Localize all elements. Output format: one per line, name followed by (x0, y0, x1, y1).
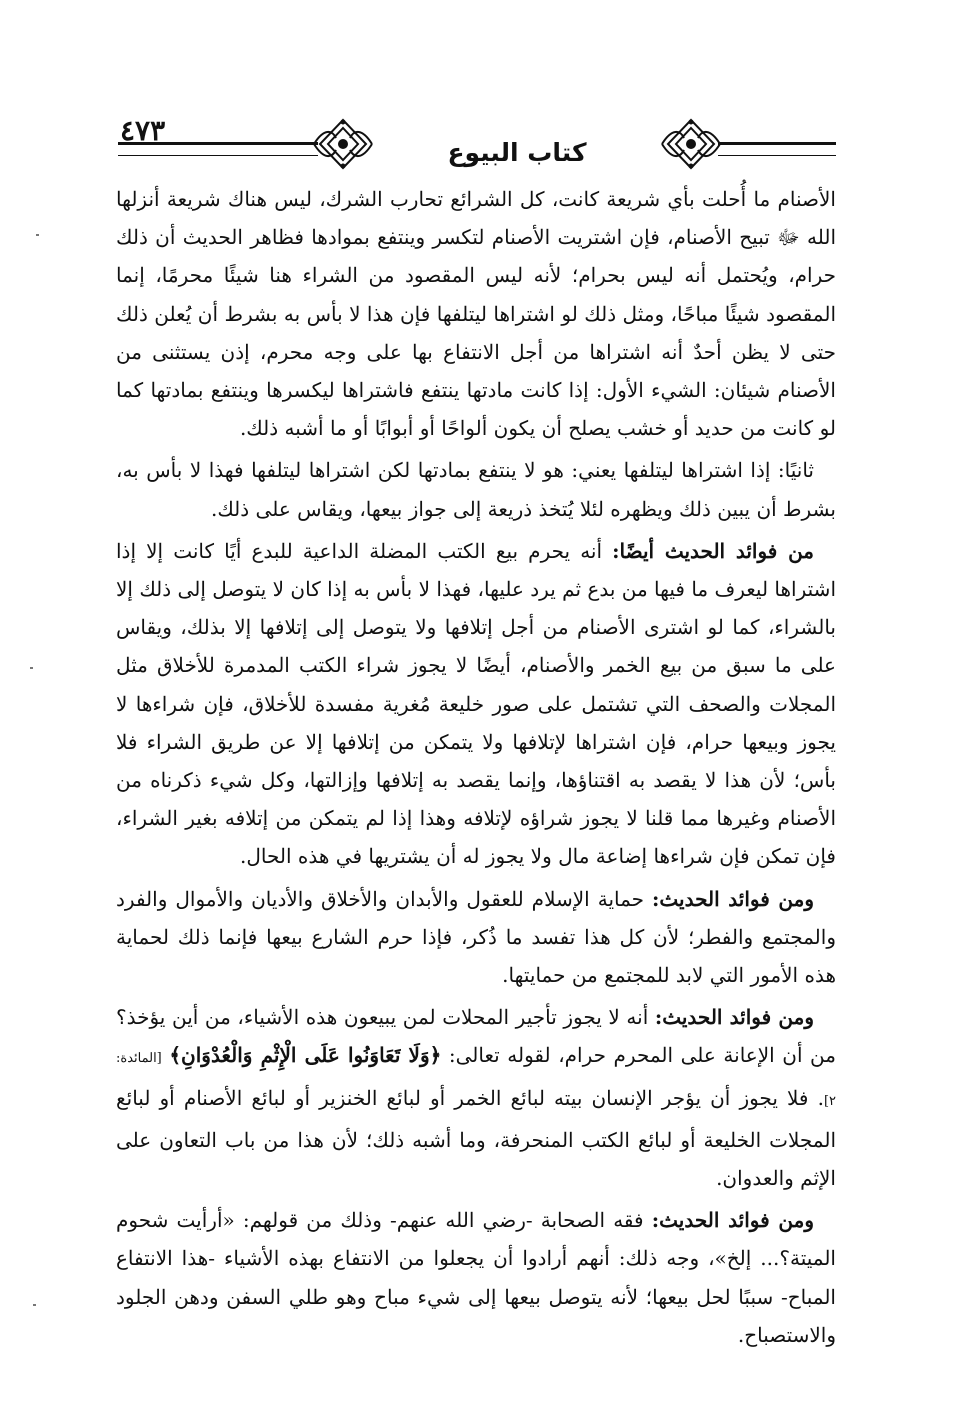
paragraph-benefit-books (116, 532, 836, 876)
surah-reference: [المائدة: ٢] (116, 1051, 836, 1109)
ornament-left-icon (310, 116, 376, 172)
paragraph-second-case (116, 451, 836, 527)
scan-speck (33, 1304, 36, 1306)
paragraph-lead: ومن فوائد الحديث: (652, 886, 814, 911)
paragraph-benefit-protection (116, 880, 836, 995)
paragraph-text: أنه لا يجوز تأجير المحلات لمن يبيعون هذه الأشياء، من أين يؤخذ؟ من أن الإعانة على المحرم حرام، لقوله تعالى: (116, 1005, 836, 1068)
quran-verse: ﴿وَلَا تَعَاوَنُوا عَلَى الْإِثْمِ وَالْعُدْوَانِ﴾ (169, 1043, 442, 1068)
paragraph-lead: ومن فوائد الحديث: (654, 1005, 814, 1030)
paragraph-lead: من فوائد الحديث أيضًا: (612, 538, 815, 563)
paragraph-text: ثانيًا: إذا اشتراها ليتلفها يعني: هو لا ينتفع بمادتها لكن اشتراها ليتلفها فهذا لا بأس به، بشرط أن يبين ذلك ويظهره لئلا يُتخذ ذريعة إلى جواز بيعها، ويقاس على ذلك. (116, 458, 836, 521)
paragraph-text: حماية الإسلام للعقول والأبدان والأخلاق والأديان والأموال والفرد والمجتمع والفطر؛ لأن كل هذا تفسد ما ذُكر، فإذا حرم الشارع بيعها فإنما ذلك لحماية هذه الأمور التي لابد للمجتمع من حمايتها. (116, 886, 836, 988)
paragraph-text: . فلا يجوز أن يؤجر الإنسان بيته لبائع الخمر أو لبائع الخنزير أو لبائع الأصنام أو لبائع المجلات الخليعة أو لبائع الكتب المنحرفة، وما أشبه ذلك؛ لأن هذا من باب التعاون على الإثم والعدوان. (116, 1085, 836, 1191)
paragraph-benefit-companions (116, 1201, 836, 1354)
paragraph-benefit-renting (116, 998, 836, 1197)
scan-speck (36, 234, 39, 236)
scan-speck (30, 667, 33, 669)
ornament-right-icon (658, 116, 724, 172)
paragraph-continuation (116, 180, 836, 447)
header-rule-right (718, 142, 836, 156)
book-title: كتاب البيوع (447, 138, 587, 167)
page-header (112, 108, 836, 178)
paragraph-text: أنه يحرم بيع الكتب المضلة الداعية للبدع أيًا كانت إلا إذا اشتراها ليعرف ما فيها من بدع ثم يرد عليها، فهذا لا بأس به إذا كان لا يتوصل إلى ذلك إلا بالشراء، كما لو اشترى الأصنام من أجل إتلافها ولا يتوصل إلى إتلافها إلا بذلك، ويقاس على ما سبق من بيع الخمر والأصنام، أيضًا لا يجوز شراء الكتب المدمرة للأخلاق مثل المجلات والصحف التي تشتمل على صور خليعة مُغرية مفسدة للأخلاق، فإن شراءها لا يجوز وبيعها حرام، فإن اشتراها لإتلافها ولا يتمكن من إتلافها إلا عن طريق الشراء فلا بأس؛ لأن هذا لا يقصد به اقتناؤها، وإنما يقصد به إتلافها وإزالتها، وكل شيء ذكرناه من الأصنام وغيرها مما قلنا لا يجوز شراؤه لإتلافه وهذا إذا لم يتمكن من إتلافه بغير الشراء، فإن تمكن فإن شراءها إضاعة مال ولا يجوز له أن يشتريها في هذه الحال. (116, 538, 836, 869)
paragraph-text: الأصنام ما أُحلت بأي شريعة كانت، كل الشرائع تحارب الشرك، ليس هناك شريعة أنزلها الله ﷻ تبيح الأصنام، فإن اشتريت الأصنام لتكسر وينتفع بموادها فظاهر الحديث أن ذلك حرام، ويُحتمل أنه ليس بحرام؛ لأنه ليس المقصود من الشراء هنا شيئًا محرمًا، إنما المقصود شيئًا مباحًا، ومثل ذلك لو اشتراها ليتلفها فإن هذا لا بأس به بشرط أن يُعلن ذلك حتى لا يظن أحدٌ أنه اشتراها من أجل الانتفاع بها على وجه محرم، إذن يستثنى من الأصنام شيئان: الشيء الأول: إذا كانت مادتها ينتفع فاشتراها ليكسرها وينتفع بمادتها كما لو كانت من حديد أو خشب يصلح أن يكون ألواحًا أو أبوابًا أو ما أشبه ذلك. (116, 187, 836, 441)
paragraph-text: فقه الصحابة -رضي الله عنهم- وذلك من قولهم: «أرأيت شحوم الميتة؟... إلخ»، وجه ذلك: أنهم أرادوا أن يجعلوا من الانتفاع بهذه الأشياء -هذا الانتفاع المباح- سببًا لحل بيعها؛ لأنه يتوصل بيعها إلى شيء مباح وهو طلي السفن ودهن الجلود والاستصباح. (116, 1208, 836, 1347)
page-number: ٤٧٣ (120, 114, 166, 147)
page-body (116, 180, 836, 1354)
paragraph-lead: ومن فوائد الحديث: (651, 1208, 814, 1233)
